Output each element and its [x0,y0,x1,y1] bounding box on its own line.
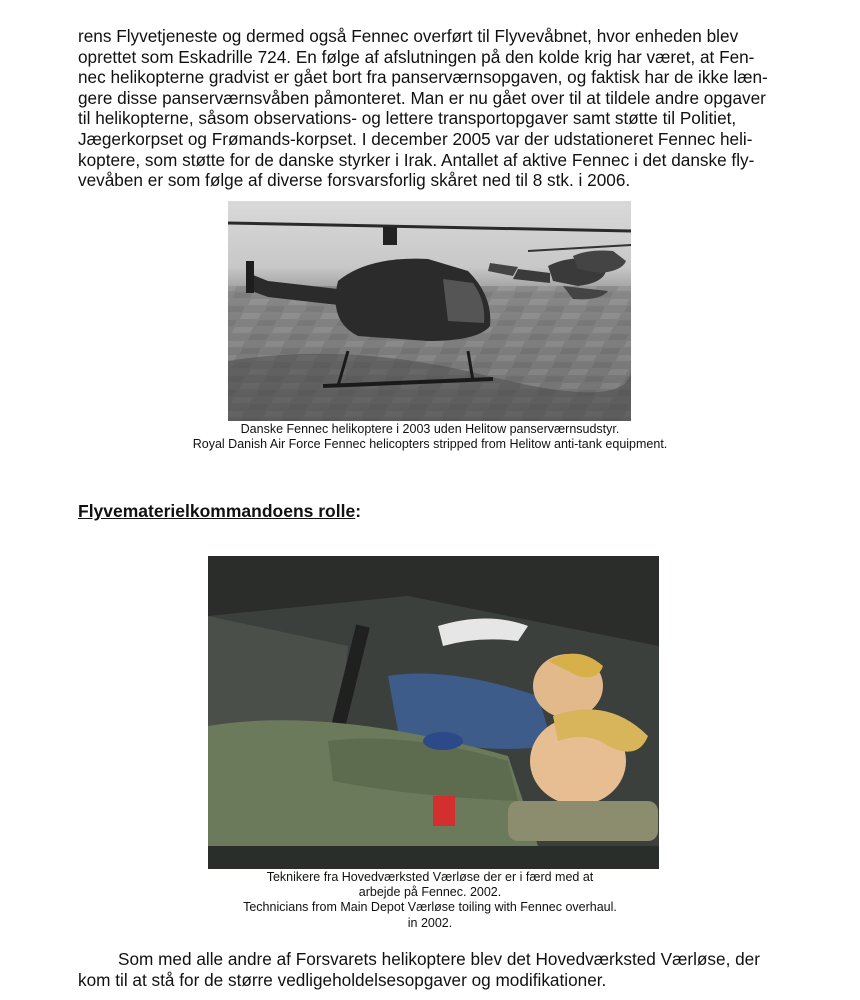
text-line: vevåben er som følge af diverse forsvarsforlig skåret ned til 8 stk. i 2006. [78,170,631,191]
text-line: oprettet som Eskadrille 724. En følge af afslutningen på den kolde krig har været, at Fen- [78,46,755,67]
body-paragraph-2 [78,949,778,990]
figure-1-caption [120,422,740,452]
caption-line-english: Royal Danish Air Force Fennec helicopters stripped from Helitow anti-tank equipment. [192,437,668,452]
helicopter-formation-image [228,201,631,421]
technicians-photo [208,556,659,869]
text-line: rens Flyvetjeneste og dermed også Fennec overført til Flyvevåbnet, hvor enheden blev [78,26,739,46]
text-line: Som med alle andre af Forsvarets helikoptere blev det Hovedværksted Værløse, der [118,949,760,969]
text-line: kom til at stå for de større vedligeholdelsesopgaver og modifikationer. [78,969,607,990]
section-heading-colon: : [355,501,362,521]
technicians-image [208,556,659,869]
text-line: til helikopterne, såsom observations- og lettere transportopgaver samt støtte til Politiet, [78,108,737,129]
text-line: gere disse panserværnsvåben påmonteret. Man er nu gået over til at tildele andre opgaver [78,87,766,108]
caption-line: Technicians from Main Depot Værløse toiling with Fennec overhaul. [243,900,617,915]
figure-2-caption [130,870,730,931]
text-line: nec helikopterne gradvist er gået bort fra panserværnsopgaven, og faktisk har de ikke læn- [78,67,768,88]
helicopter-formation-photo [228,201,631,421]
body-paragraph-1 [78,26,778,191]
caption-line: Teknikere fra Hovedværksted Værløse der er i færd med at [266,870,594,884]
text-line: Jægerkorpset og Frømands-korpset. I december 2005 var der udstationeret Fennec heli- [78,128,753,149]
text-line: koptere, som støtte for de danske styrker i Irak. Antallet af aktive Fennec i det danske fly- [78,149,755,170]
section-heading [78,501,361,522]
caption-line-danish: Danske Fennec helikoptere i 2003 uden Helitow panserværnsudstyr. [240,422,620,436]
caption-line: in 2002. [407,915,453,930]
caption-line: arbejde på Fennec. 2002. [358,885,502,900]
section-heading-text: Flyvematerielkommandoens rolle [78,501,356,521]
